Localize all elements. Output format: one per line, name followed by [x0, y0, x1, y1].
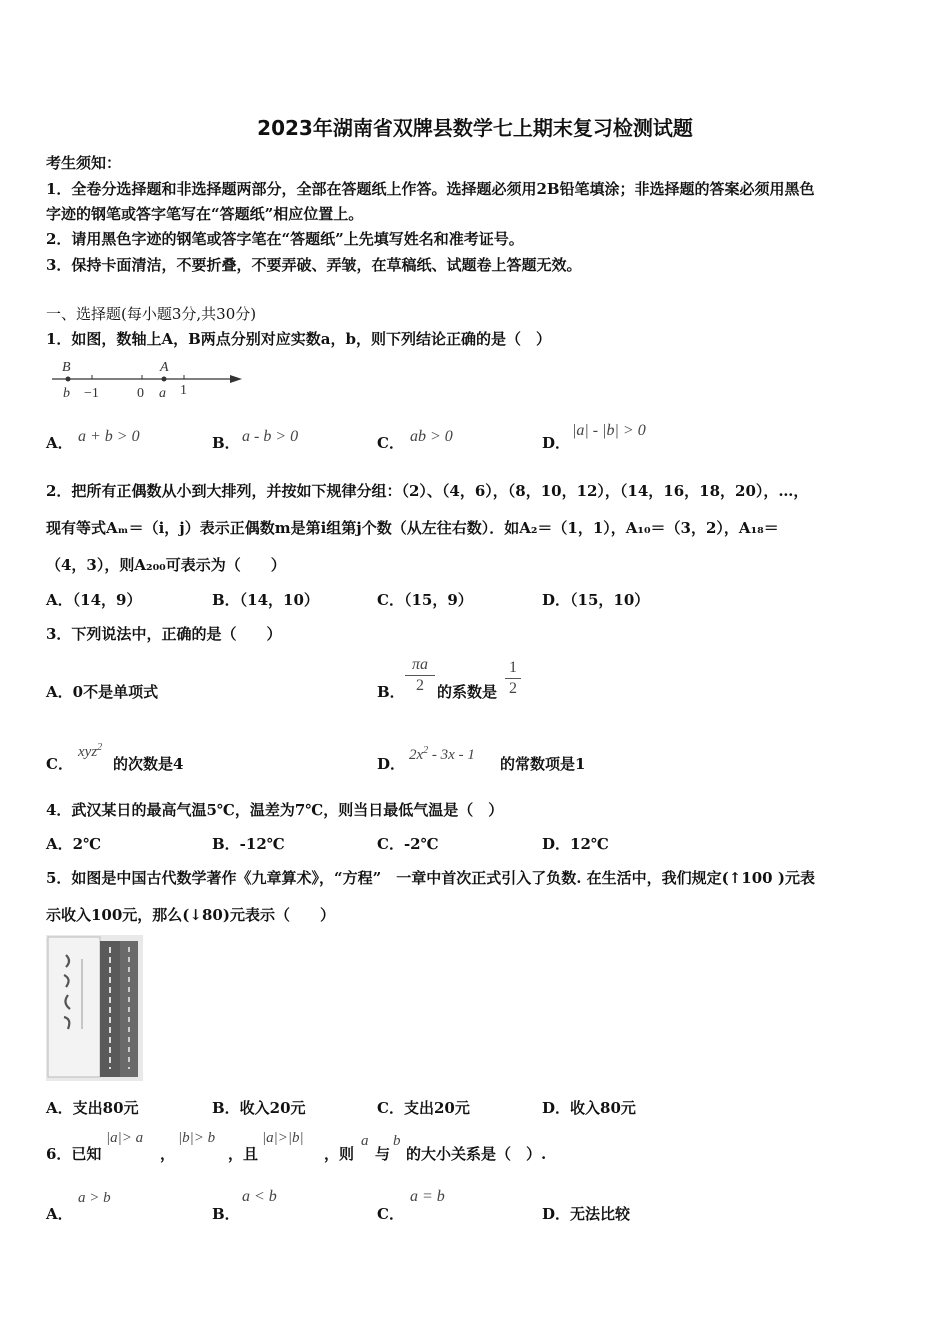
q1-option-a[interactable]: a + b > 0 [78, 428, 140, 445]
q6-option-b[interactable]: a < b [242, 1188, 277, 1205]
q3-option-d-expression[interactable] [409, 745, 475, 764]
q4-option-d[interactable]: D．12℃ [542, 835, 609, 853]
q3-option-b-text: 的系数是 [437, 683, 498, 701]
q6-text-1: 6．已知 [46, 1145, 102, 1163]
coefficient-denominator: 2 [509, 680, 517, 697]
notice-line-1b: 字迹的钢笔或答字笔写在“答题纸”相应位置上。 [46, 205, 364, 223]
q6-option-a[interactable]: a > b [78, 1190, 111, 1206]
q6-var-a: a [361, 1133, 369, 1149]
q3-option-c-expression[interactable] [78, 742, 102, 761]
expr-xyz: xyz [78, 744, 98, 760]
label-B: B [62, 360, 71, 375]
q4-option-a[interactable]: A．2℃ [46, 835, 102, 853]
q6-var-b: b [393, 1133, 401, 1149]
q3-option-b-coefficient [505, 659, 521, 698]
q1-option-b-label: B． [212, 434, 240, 452]
q3-option-c-text: 的次数是4 [113, 755, 184, 773]
q6-option-d[interactable]: D．无法比较 [542, 1205, 631, 1223]
q1-option-d[interactable]: |a| - |b| > 0 [572, 422, 646, 439]
q2-line-1: 2．把所有正偶数从小到大排列，并按如下规律分组：（2）、（4，6），（8，10，12），（14，16，18，20），…， [46, 482, 809, 500]
label-b: b [63, 386, 70, 401]
q3-option-b-label: B． [377, 683, 405, 701]
q6-text-4: ，则 [324, 1145, 355, 1163]
q5-option-d[interactable]: D．收入80元 [542, 1099, 636, 1117]
notice-line-2: 2．请用黑色字迹的钢笔或答字笔在“答题纸”上先填写姓名和准考证号。 [46, 230, 524, 248]
point-b [66, 377, 71, 382]
q3-option-b-fraction [405, 656, 435, 695]
q6-option-a-label: A． [46, 1205, 73, 1223]
expr-exponent: 2 [423, 745, 429, 756]
section-heading: 一、选择题(每小题3分,共30分) [46, 305, 257, 323]
q2-line-2: 现有等式Aₘ＝（i，j）表示正偶数m是第i组第j个数（从左往右数）．如A₂＝（1，1），A₁₀＝（3，2），A₁₈＝ [46, 519, 779, 537]
coefficient-bar [505, 678, 521, 679]
q5-option-a[interactable]: A．支出80元 [46, 1099, 139, 1117]
q6-option-c[interactable]: a = b [410, 1188, 445, 1205]
label-a: a [159, 386, 166, 401]
number-line-figure [46, 356, 246, 402]
label-minus-one: −1 [84, 386, 99, 401]
q1-option-c[interactable]: ab > 0 [410, 428, 453, 445]
page-title: 2023年湖南省双牌县数学七上期末复习检测试题 [257, 116, 693, 140]
q3-option-d-text: 的常数项是1 [500, 755, 586, 773]
q3-stem: 3．下列说法中，正确的是（ ） [46, 625, 282, 643]
number-line-arrow [230, 375, 242, 383]
q5-option-b[interactable]: B．收入20元 [212, 1099, 306, 1117]
q6-text-2: ， [160, 1145, 176, 1163]
q3-option-a[interactable]: A．0不是单项式 [46, 683, 159, 701]
expr-exponent: 2 [97, 742, 103, 753]
q2-option-d[interactable]: D．（15，10） [542, 591, 650, 609]
q3-option-c-label: C． [46, 755, 73, 773]
q3-option-d-label: D． [377, 755, 406, 773]
q5-line-2: 示收入100元，那么(↓80)元表示（ ） [46, 906, 335, 924]
fraction-bar [405, 675, 435, 676]
q6-option-c-label: C． [377, 1205, 404, 1223]
fraction-numerator: πa [411, 656, 428, 673]
q4-option-b[interactable]: B．-12℃ [212, 835, 285, 853]
q4-stem: 4．武汉某日的最高气温5℃，温差为7℃，则当日最低气温是（ ） [46, 801, 504, 819]
book-photo [46, 935, 143, 1081]
label-one: 1 [180, 383, 187, 398]
q6-condition-2: |b|> b [178, 1130, 216, 1146]
q6-condition-1: |a|> a [106, 1130, 144, 1146]
q2-line-3: （4，3），则A₂₀₀可表示为（ ） [46, 556, 286, 574]
q4-option-c[interactable]: C．-2℃ [377, 835, 439, 853]
q2-option-a[interactable]: A．（14，9） [46, 591, 142, 609]
q1-option-c-label: C． [377, 434, 404, 452]
expr-rest: - 3x - 1 [428, 747, 475, 763]
q1-option-b[interactable]: a - b > 0 [242, 428, 299, 445]
notice-line-3: 3．保持卡面清洁，不要折叠，不要弄破、弄皱，在草稿纸、试题卷上答题无效。 [46, 256, 582, 274]
coefficient-numerator: 1 [509, 659, 517, 676]
q2-option-b[interactable]: B．（14，10） [212, 591, 319, 609]
notice-line-1: 1．全卷分选择题和非选择题两部分，全部在答题纸上作答。选择题必须用2B铅笔填涂；非选择题的答案必须用黑色 [46, 180, 815, 198]
q6-option-b-label: B． [212, 1205, 240, 1223]
notice-heading: 考生须知： [46, 154, 122, 172]
q6-condition-3: |a|>|b| [262, 1130, 304, 1146]
label-A: A [160, 360, 169, 375]
point-a [162, 377, 167, 382]
expr-2x: 2x [409, 747, 424, 763]
q6-text-3: ，且 [228, 1145, 259, 1163]
q6-text-5: 与 [375, 1145, 391, 1163]
q5-line-1: 5．如图是中国古代数学著作《九章算术》，“方程” 一章中首次正式引入了负数. 在生活中，我们规定(↑100 )元表 [46, 869, 815, 887]
q2-option-c[interactable]: C．（15，9） [377, 591, 473, 609]
q5-option-c[interactable]: C．支出20元 [377, 1099, 470, 1117]
fraction-denominator: 2 [416, 677, 424, 694]
q1-option-d-label: D． [542, 434, 571, 452]
label-zero: 0 [137, 386, 144, 401]
q1-stem: 1．如图，数轴上A，B两点分别对应实数a，b，则下列结论正确的是（ ） [46, 330, 551, 348]
q6-text-6: 的大小关系是（ ）. [406, 1145, 547, 1163]
q1-option-a-label: A． [46, 434, 73, 452]
